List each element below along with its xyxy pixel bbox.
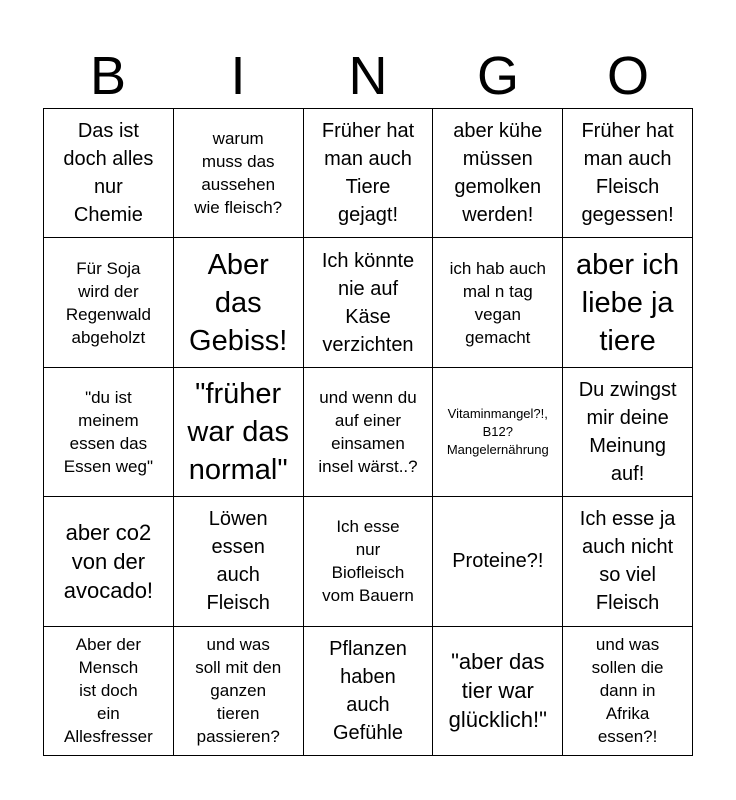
- cell-text: Du zwingst mir deine Meinung auf!: [578, 378, 677, 485]
- bingo-cell[interactable]: [563, 627, 693, 756]
- cell-text: Löwen essen auch Fleisch: [206, 508, 270, 615]
- cell-text: aber ich liebe ja tiere: [576, 248, 680, 357]
- bingo-cell[interactable]: [304, 238, 434, 367]
- cell-text: und was sollen die dann in Afrika essen?!: [591, 635, 664, 747]
- bingo-header: [43, 44, 693, 108]
- cell-text: "früher war das normal": [187, 377, 289, 486]
- cell-text: Ich esse ja auch nicht so viel Fleisch: [579, 508, 676, 615]
- cell-text: Proteine?!: [452, 550, 544, 573]
- cell-text: und wenn du auf einer einsamen insel wärst..?: [318, 387, 418, 476]
- cell-text: Aber der Mensch ist doch ein Allesfresser: [63, 635, 153, 747]
- cell-text: Ich könnte nie auf Käse verzichten: [321, 249, 415, 356]
- bingo-cell[interactable]: [174, 109, 304, 238]
- cell-text: Aber das Gebiss!: [189, 248, 288, 357]
- bingo-cell[interactable]: [44, 497, 174, 626]
- bingo-cell[interactable]: [304, 109, 434, 238]
- bingo-cell[interactable]: [174, 368, 304, 497]
- header-letter-i: I: [230, 46, 246, 106]
- cell-text: warum muss das aussehen wie fleisch?: [194, 129, 283, 218]
- header-letter-b: B: [89, 46, 127, 106]
- bingo-cell[interactable]: [304, 497, 434, 626]
- bingo-cell[interactable]: [433, 238, 563, 367]
- cell-text: Früher hat man auch Tiere gejagt!: [321, 120, 415, 227]
- bingo-cell[interactable]: [304, 368, 434, 497]
- cell-text: aber co2 von der avocado!: [63, 519, 154, 603]
- header-letter-o: O: [606, 46, 649, 106]
- bingo-cell[interactable]: [433, 368, 563, 497]
- bingo-cell[interactable]: [433, 109, 563, 238]
- cell-text: und was soll mit den ganzen tieren passieren?: [195, 635, 282, 747]
- bingo-cell[interactable]: [433, 627, 563, 756]
- bingo-cell[interactable]: [174, 238, 304, 367]
- bingo-cell[interactable]: [44, 368, 174, 497]
- bingo-cell[interactable]: [433, 497, 563, 626]
- cell-text: "du ist meinem essen das Essen weg": [63, 387, 153, 476]
- cell-text: Ich esse nur Biofleisch vom Bauern: [322, 517, 414, 606]
- cell-text: Das ist doch alles nur Chemie: [63, 120, 154, 227]
- bingo-cell[interactable]: [44, 238, 174, 367]
- bingo-cell[interactable]: [174, 497, 304, 626]
- cell-text: Pflanzen haben auch Gefühle: [329, 637, 407, 744]
- bingo-cell[interactable]: [44, 109, 174, 238]
- bingo-cell[interactable]: [563, 368, 693, 497]
- cell-text: ich hab auch mal n tag vegan gemacht: [449, 258, 546, 347]
- cell-text: Vitaminmangel?!, B12? Mangelernährung: [446, 405, 549, 457]
- cell-text: "aber das tier war glücklich!": [448, 649, 547, 733]
- header-letter-n: N: [348, 46, 388, 106]
- bingo-cell[interactable]: [563, 497, 693, 626]
- bingo-cell[interactable]: [44, 627, 174, 756]
- cell-text: Früher hat man auch Fleisch gegessen!: [581, 120, 674, 227]
- header-letter-g: G: [476, 46, 519, 106]
- bingo-grid: [43, 108, 693, 756]
- cell-text: Für Soja wird der Regenwald abgeholzt: [65, 258, 151, 347]
- bingo-cell[interactable]: [563, 109, 693, 238]
- bingo-cell[interactable]: [563, 238, 693, 367]
- bingo-cell[interactable]: [304, 627, 434, 756]
- cell-text: aber kühe müssen gemolken werden!: [453, 120, 543, 227]
- bingo-cell[interactable]: [174, 627, 304, 756]
